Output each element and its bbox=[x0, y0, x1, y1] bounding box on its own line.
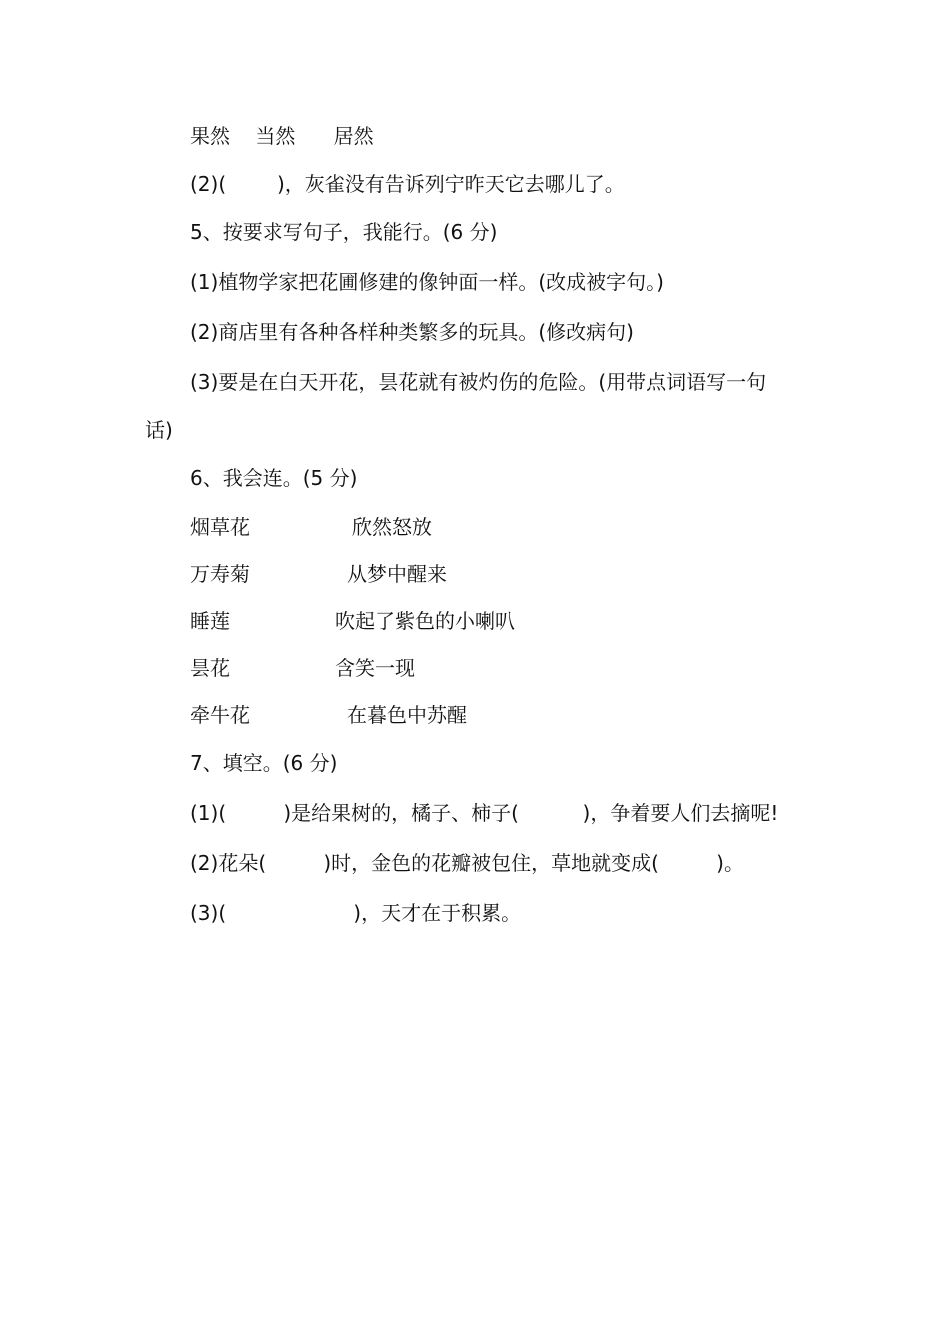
matching-right-item: 从梦中醒来 bbox=[347, 562, 447, 586]
matching-left-item: 万寿菊 bbox=[190, 562, 250, 586]
options-line: 果然 当然 居然 bbox=[190, 124, 374, 148]
question-6-title: 6、我会连。(5 分) bbox=[190, 466, 358, 490]
question-5-3-line2: 话) bbox=[145, 418, 173, 442]
matching-left-item: 昙花 bbox=[190, 656, 230, 680]
matching-right-item: 含笑一现 bbox=[335, 656, 415, 680]
question-7-title: 7、填空。(6 分) bbox=[190, 751, 338, 775]
matching-left-item: 牵牛花 bbox=[190, 703, 250, 727]
question-7-3: (3)( )，天才在于积累。 bbox=[190, 901, 522, 925]
matching-right-item: 欣然怒放 bbox=[352, 515, 432, 539]
question-5-2: (2)商店里有各种各样种类繁多的玩具。(修改病句) bbox=[190, 320, 634, 344]
question-7-1: (1)( )是给果树的，橘子、柿子( )，争着要人们去摘呢! bbox=[190, 801, 779, 825]
question-5-3-line1: (3)要是在白天开花，昙花就有被灼伤的危险。(用带点词语写一句 bbox=[190, 370, 767, 394]
matching-right-item: 吹起了紫色的小喇叭 bbox=[335, 609, 515, 633]
question-4-2: (2)( )，灰雀没有告诉列宁昨天它去哪儿了。 bbox=[190, 172, 625, 196]
question-5-1: (1)植物学家把花圃修建的像钟面一样。(改成被字句。) bbox=[190, 270, 664, 294]
question-7-2: (2)花朵( )时，金色的花瓣被包住，草地就变成( )。 bbox=[190, 851, 744, 875]
matching-left-item: 睡莲 bbox=[190, 609, 230, 633]
matching-right-item: 在暮色中苏醒 bbox=[347, 703, 467, 727]
matching-left-item: 烟草花 bbox=[190, 515, 250, 539]
question-5-title: 5、按要求写句子，我能行。(6 分) bbox=[190, 220, 498, 244]
